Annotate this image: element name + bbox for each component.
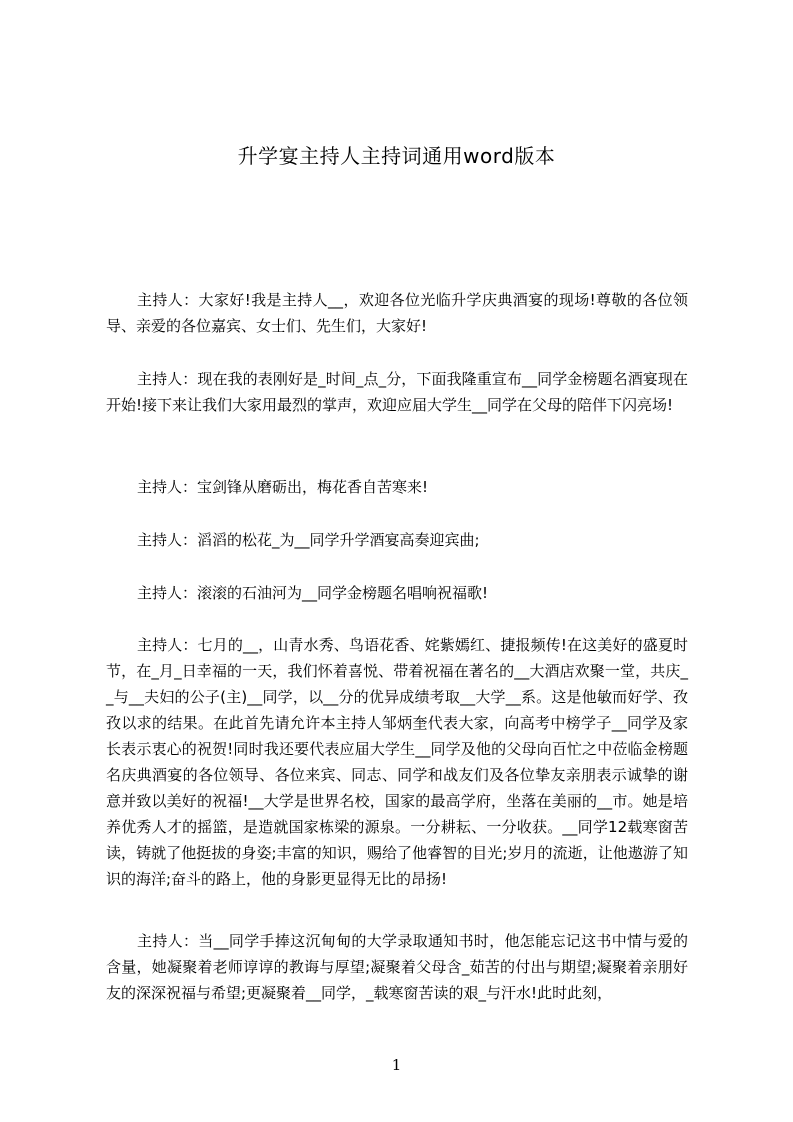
paragraph-admission-letter: 主持人：当__同学手捧这沉甸甸的大学录取通知书时，他怎能忘记这书中情与爱的含量，她凝聚着老师谆谆的教诲与厚望;凝聚着父母含_茹苦的付出与期望;凝聚着亲朋好友的深深祝福与希望;更凝聚着__同学，_载寒窗苦读的艰_与汗水!此时此刻， [106,932,688,1002]
page-number: 1 [391,1056,402,1074]
paragraph-blessing-song: 主持人：滚滚的石油河为__同学金榜题名唱响祝福歌! [137,584,489,602]
paragraph-main-speech: 主持人：七月的__，山青水秀、鸟语花香、姹紫嫣红、捷报频传!在这美好的盛夏时节，在_月_日幸福的一天，我们怀着喜悦、带着祝福在著名的__大酒店欢聚一堂，共庆__与__夫妇的公子(主)__同学，以__分的优异成绩考取__大学__系。这是他敏而好学、孜孜以求的结果。在此首先请允许本主持人邹炳奎代表大家，向高考中榜学子__同学及家长表示衷心的祝贺!同时我还要代表应届大学生__同学及他的父母向百忙之中莅临金榜题名庆典酒宴的各位领导、各位来宾、同志、同学和战友们及各位挚友亲朋表示诚挚的谢意并致以美好的祝福!__大学是世界名校，国家的最高学府，坐落在美丽的__市。她是培养优秀人才的摇篮，是造就国家栋梁的源泉。一分耕耘、一分收获。__同学12载寒窗苦读，铸就了他挺拔的身姿;丰富的知识，赐给了他睿智的目光;岁月的流逝，让他遨游了知识的海洋;奋斗的路上，他的身影更显得无比的昂扬! [106,636,688,888]
document-title: 升学宴主持人主持词通用word版本 [237,144,556,168]
paragraph-opening-announcement: 主持人：现在我的表刚好是_时间_点_分，下面我隆重宣布__同学金榜题名酒宴现在开始!接下来让我们大家用最烈的掌声，欢迎应届大学生__同学在父母的陪伴下闪亮场! [106,370,688,414]
paragraph-welcome-song: 主持人：滔滔的松花_为__同学升学酒宴高奏迎宾曲; [137,531,480,549]
paragraph-greeting: 主持人：大家好!我是主持人__，欢迎各位光临升学庆典酒宴的现场!尊敬的各位领导、亲爱的各位嘉宾、女士们、先生们，大家好! [106,291,688,335]
paragraph-proverb: 主持人：宝剑锋从磨砺出，梅花香自苦寒来! [137,478,429,496]
